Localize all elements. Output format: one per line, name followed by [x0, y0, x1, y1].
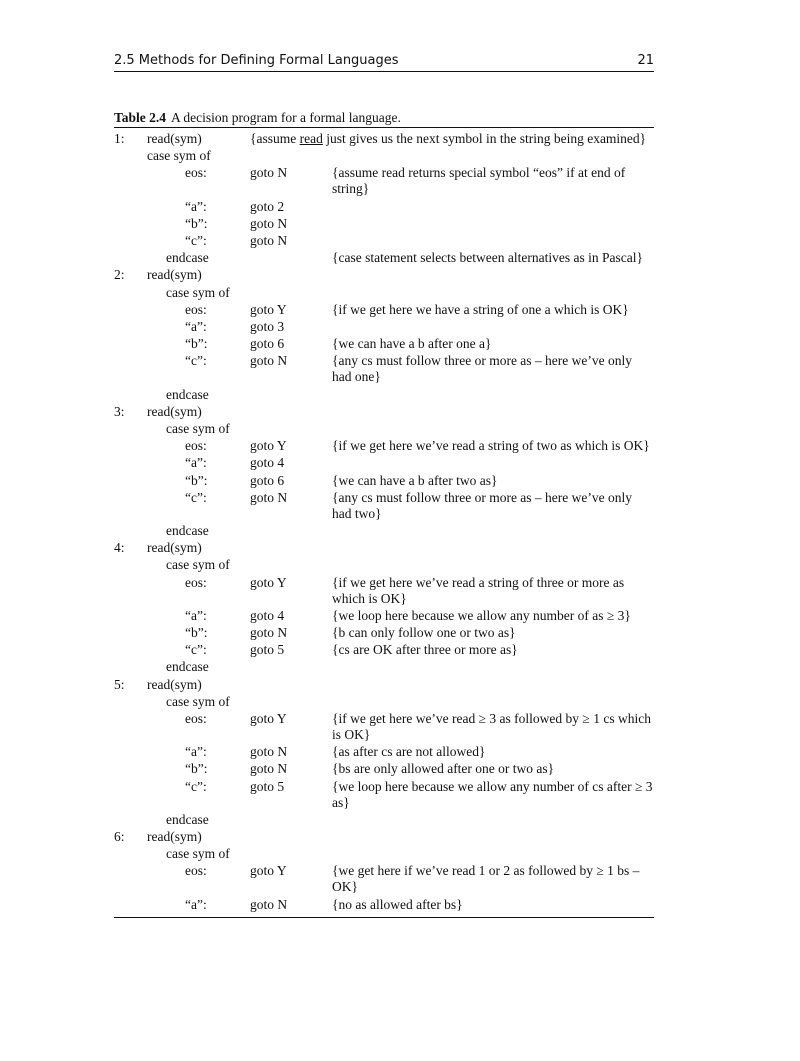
case-symbol: “b”:: [185, 472, 208, 488]
goto-statement: goto N: [250, 165, 288, 181]
goto-statement: goto 6: [250, 336, 285, 352]
goto-statement: goto Y: [250, 574, 287, 590]
case-comment: {we can have a b after one a}: [332, 336, 492, 352]
case-symbol: “a”:: [185, 455, 207, 471]
case-comment: {if we get here we have a string of one a which is OK}: [332, 301, 629, 317]
case-statement: case sym of: [166, 693, 230, 709]
case-statement: case sym of: [166, 557, 230, 573]
case-symbol: “b”:: [185, 336, 208, 352]
case-symbol: eos:: [185, 863, 207, 879]
case-statement: case sym of: [147, 148, 211, 164]
case-symbol: “b”:: [185, 215, 208, 231]
goto-statement: goto N: [250, 625, 288, 640]
goto-statement: goto 6: [250, 472, 285, 488]
endcase-statement: endcase: [166, 386, 209, 402]
state-number: 4:: [114, 540, 125, 556]
case-symbol: “a”:: [185, 319, 207, 334]
case-symbol: “b”:: [185, 625, 208, 640]
state-number: 1:: [114, 131, 125, 146]
case-symbol: “a”:: [185, 896, 207, 912]
case-comment: {assume read returns special symbol “eos” if at end of string}: [332, 165, 626, 197]
goto-statement: goto N: [250, 215, 288, 231]
case-symbol: “c”:: [185, 353, 207, 369]
case-comment: {bs are only allowed after one or two as}: [332, 761, 555, 777]
endcase-comment: {case statement selects between alternatives as in Pascal}: [332, 250, 643, 266]
endcase-statement: endcase: [166, 659, 209, 675]
goto-statement: goto Y: [250, 438, 287, 454]
goto-statement: goto N: [250, 761, 288, 777]
case-comment: {no as allowed after bs}: [332, 896, 463, 912]
read-comment-text: just gives us the next symbol in the string being examined}: [322, 131, 647, 146]
goto-statement: goto Y: [250, 711, 287, 726]
case-comment: {b can only follow one or two as}: [332, 625, 516, 640]
case-statement: case sym of: [166, 421, 230, 436]
goto-statement: goto 3: [250, 319, 285, 334]
page-number: 21: [637, 53, 654, 68]
endcase-statement: endcase: [166, 250, 209, 266]
read-statement: read(sym): [147, 131, 202, 146]
read-statement: read(sym): [147, 267, 202, 283]
case-comment: {we loop here because we allow any number of as ≥ 3}: [332, 607, 631, 623]
case-comment: {if we get here we’ve read a string of three or more as which is OK}: [332, 574, 625, 606]
goto-statement: goto N: [250, 233, 288, 248]
goto-statement: goto 2: [250, 198, 285, 214]
case-comment: {any cs must follow three or more as – here we’ve only had one}: [332, 353, 633, 385]
case-symbol: eos:: [185, 165, 207, 181]
goto-statement: goto 4: [250, 607, 285, 623]
case-symbol: “c”:: [185, 642, 207, 658]
read-statement: read(sym): [147, 829, 202, 844]
case-statement: case sym of: [166, 284, 230, 300]
case-symbol: eos:: [185, 301, 207, 317]
goto-statement: goto N: [250, 489, 288, 505]
goto-statement: goto Y: [250, 301, 287, 317]
case-comment: {if we get here we’ve read a string of two as which is OK}: [332, 438, 650, 454]
goto-statement: goto N: [250, 896, 288, 912]
state-number: 3:: [114, 403, 125, 419]
case-symbol: “a”:: [185, 198, 207, 214]
table-caption: [114, 110, 654, 126]
read-comment: [250, 131, 646, 147]
endcase-statement: endcase: [166, 811, 209, 827]
case-symbol: eos:: [185, 711, 207, 726]
case-statement: case sym of: [166, 846, 230, 862]
case-symbol: “c”:: [185, 233, 207, 248]
case-symbol: “c”:: [185, 489, 207, 505]
table-label: Table 2.4: [114, 110, 167, 125]
read-statement: read(sym): [147, 676, 202, 692]
goto-statement: goto N: [250, 353, 288, 369]
case-symbol: “a”:: [185, 607, 207, 623]
table-bottom-rule: [114, 917, 654, 918]
section-title: 2.5 Methods for Defining Formal Languages: [114, 53, 399, 68]
goto-statement: goto N: [250, 744, 288, 760]
read-statement: read(sym): [147, 540, 202, 556]
goto-statement: goto 4: [250, 455, 285, 471]
endcase-statement: endcase: [166, 523, 209, 538]
case-symbol: “c”:: [185, 778, 207, 794]
case-comment: {if we get here we’ve read ≥ 3 as followed by ≥ 1 cs which is OK}: [332, 711, 651, 742]
case-comment: {cs are OK after three or more as}: [332, 642, 518, 658]
read-statement: read(sym): [147, 403, 202, 419]
state-number: 2:: [114, 267, 125, 283]
case-comment: {we can have a b after two as}: [332, 472, 498, 488]
case-symbol: “b”:: [185, 761, 208, 777]
case-symbol: “a”:: [185, 744, 207, 760]
table-caption-text: A decision program for a formal language.: [171, 110, 401, 125]
read-comment-text: {assume: [250, 131, 300, 146]
goto-statement: goto 5: [250, 642, 285, 658]
case-comment: {we get here if we’ve read 1 or 2 as followed by ≥ 1 bs – OK}: [332, 863, 640, 895]
table-top-rule: [114, 127, 654, 128]
case-comment: {any cs must follow three or more as – here we’ve only had two}: [332, 489, 633, 521]
case-comment: {as after cs are not allowed}: [332, 744, 486, 760]
goto-statement: goto 5: [250, 778, 285, 794]
case-symbol: eos:: [185, 438, 207, 454]
state-number: 6:: [114, 829, 125, 844]
running-header: [114, 52, 654, 72]
case-symbol: eos:: [185, 574, 207, 590]
case-comment: {we loop here because we allow any number of cs after ≥ 3 as}: [332, 778, 653, 810]
read-comment-underlined: read: [299, 131, 323, 146]
state-number: 5:: [114, 676, 125, 692]
goto-statement: goto Y: [250, 863, 287, 879]
